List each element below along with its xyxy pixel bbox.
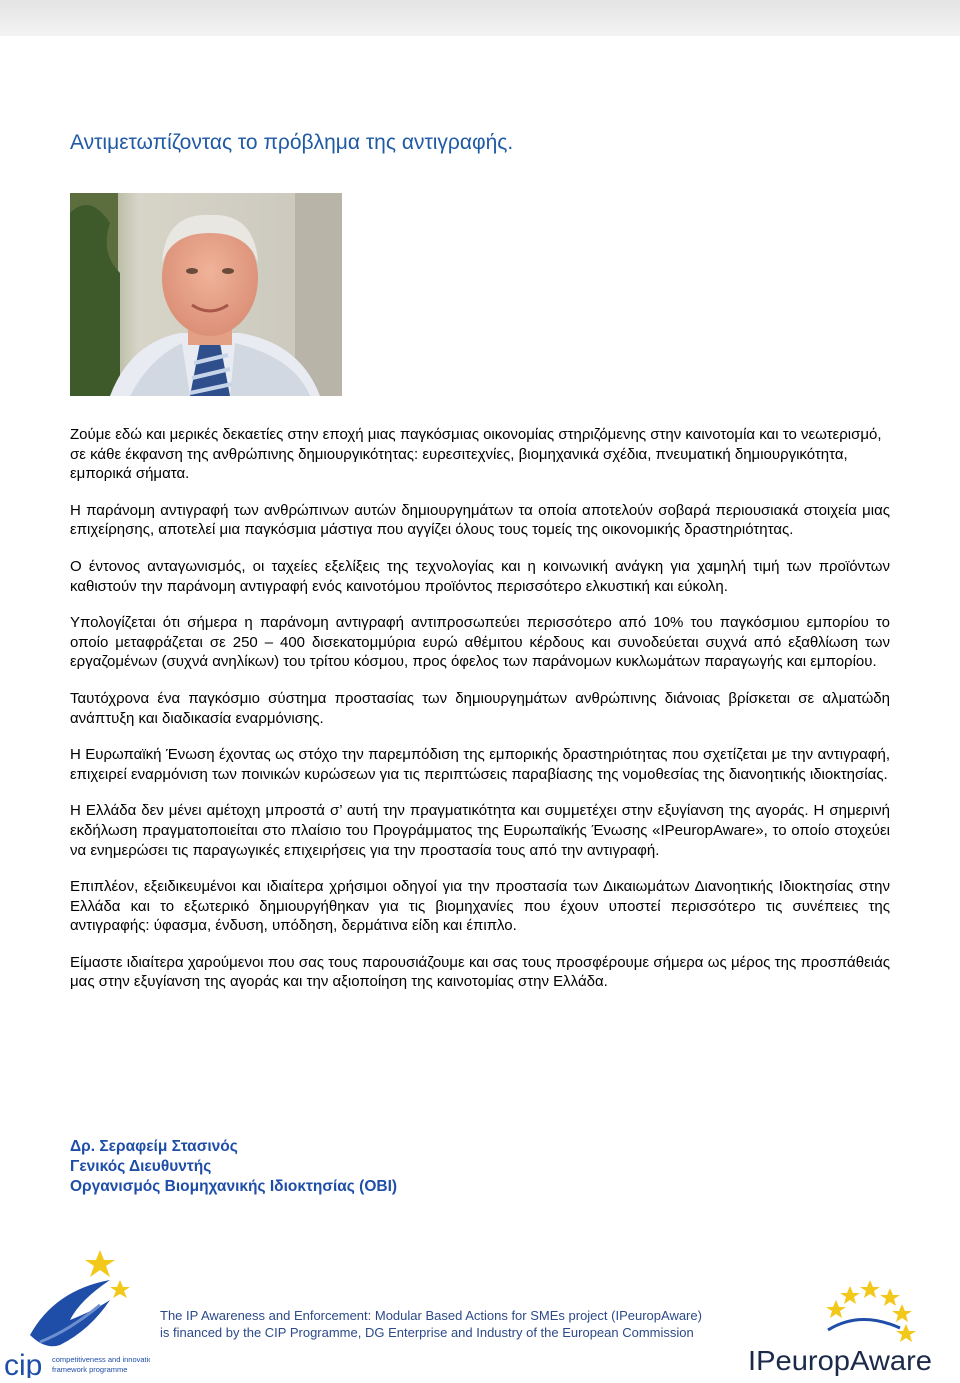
paragraph-2: Η παράνομη αντιγραφή των ανθρώπινων αυτών δημιουργημάτων τα οποία αποτελούν σοβαρά περιουσιακά στοιχεία μιας επιχείρησης, αποτελεί μια παγκόσμια μάστιγα που αγγίζει όλους τους τομείς της οικονομικής δραστηριότητας.	[70, 501, 890, 539]
paragraph-7: Η Ελλάδα δεν μένει αμέτοχη μπροστά σ’ αυτή την πραγματικότητα και συμμετέχει στην εξυγίανση της αγοράς. Η σημερινή εκδήλωση πραγματοποιείται στο πλαίσιο του Προγράμματος της Ευρωπαϊκής Ένωσης «IPeuropAware», το οποίο στοχεύει να ενημερώσει τις παραγωγικές επιχειρήσεις για την προστασία τους από την αντιγραφή.	[70, 802, 890, 859]
paragraph-4: Υπολογίζεται ότι σήμερα η παράνομη αντιγραφή αντιπροσωπεύει περισσότερο από 10% του παγκόσμιου εμπορίου το οποίο μεταφράζεται σε 250 – 400 δισεκατομμύρια ευρώ αθέμιτου κέρδους και συνοδεύεται συχνά από εξαθλίωση των εργαζομένων (συχνά ανηλίκων) του τρίτου κόσμου, προς όφελος των παράνομων κυκλωμάτων παραγωγής και εμπορίου.	[70, 614, 890, 671]
cip-logo	[0, 1250, 150, 1378]
footer-line-2: is financed by the CIP Programme, DG Enterprise and Industry of the European Commission	[160, 1325, 694, 1340]
paragraph-6: Η Ευρωπαϊκή Ένωση έχοντας ως στόχο την παρεμπόδιση της εμπορικής δραστηριότητας που σχετίζεται με την αντιγραφή, επιχειρεί εναρμόνιση των ποινικών κυρώσεων για τις περιπτώσεις παραβίασης της νομοθεσίας της διανοητικής ιδιοκτησίας.	[70, 746, 890, 783]
signature-name: Δρ. Σεραφείμ Στασινός	[70, 1138, 238, 1155]
paragraph-3: Ο έντονος ανταγωνισμός, οι ταχείες εξελίξεις της τεχνολογίας και η κοινωνική ανάγκη για χαμηλή τιμή των προϊόντων καθιστούν την παράνομη αντιγραφή ενός καινοτόμου προϊόντος περισσότερο ελκυστική και εύκολη.	[70, 557, 890, 595]
star-icon	[110, 1280, 130, 1298]
footer-note	[160, 1307, 800, 1341]
letter-body	[70, 425, 890, 1009]
signature-org: Οργανισμός Βιομηχανικής Ιδιοκτησίας (ΟΒΙ)	[70, 1178, 398, 1195]
portrait-photo	[70, 193, 342, 396]
signature-role: Γενικός Διευθυντής	[70, 1158, 212, 1175]
page-title: Αντιμετωπίζοντας το πρόβλημα της αντιγραφής.	[70, 131, 514, 154]
leaping-figure-icon	[30, 1280, 110, 1346]
cip-logo-text-2: framework programme	[52, 1365, 128, 1374]
ipeuropaware-logo	[740, 1280, 940, 1378]
star-ring-icon	[826, 1280, 916, 1342]
top-header-bar	[0, 0, 960, 36]
paragraph-1: Ζούμε εδώ και μερικές δεκαετίες στην εποχή μιας παγκόσμιας οικονομίας στηριζόμενης στην καινοτομία και το νεωτερισμό, σε κάθε έκφανση της ανθρώπινης δημιουργικότητας: ευρεσιτεχνίες, βιομηχανικά σχέδια, πνευματική δημιουργικότητα, εμπορικά σήματα.	[70, 426, 882, 483]
ipeuropaware-logo-word: IPeuropAware	[748, 1345, 932, 1376]
signature-block	[70, 1137, 397, 1197]
paragraph-9: Είμαστε ιδιαίτερα χαρούμενοι που σας τους παρουσιάζουμε και σας τους προσφέρουμε σήμερα ως μέρος της προσπάθειάς μας στην εξυγίανση της αγοράς και την αξιοποίηση της καινοτομίας στην Ελλάδα.	[70, 953, 890, 991]
paragraph-8: Επιπλέον, εξειδικευμένοι και ιδιαίτερα χρήσιμοι οδηγοί για την προστασία των Δικαιωμάτων Διανοητικής Ιδιοκτησίας στην Ελλάδα και το εξωτερικό δημιουργήθηκαν για τις βιομηχανίες που έχουν υποστεί περισσότερο τις συνέπειες της αντιγραφής: ύφασμα, ένδυση, υπόδηση, δερμάτινα είδη και έπιπλο.	[70, 878, 890, 935]
cip-logo-text-1: competitiveness and innovation	[52, 1355, 150, 1364]
cip-logo-word: cip	[4, 1349, 43, 1378]
star-icon	[85, 1250, 115, 1277]
paragraph-5: Ταυτόχρονα ένα παγκόσμιο σύστημα προστασίας των δημιουργημάτων ανθρώπινης διάνοιας βρίσκεται σε αλματώδη ανάπτυξη και διαδικασία εναρμόνισης.	[70, 689, 890, 727]
footer-line-1: The IP Awareness and Enforcement: Modular Based Actions for SMEs project (IPeuropAware)	[160, 1308, 702, 1323]
